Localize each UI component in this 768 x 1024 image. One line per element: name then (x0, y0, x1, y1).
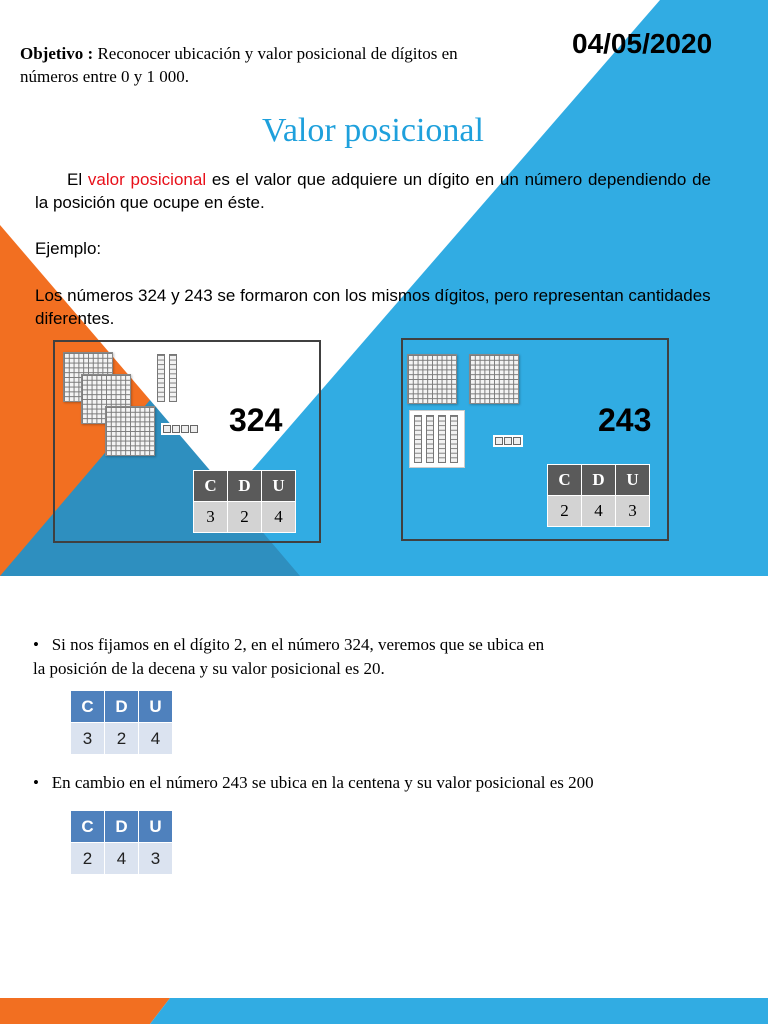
header-d: D (228, 471, 262, 502)
header-d: D (105, 811, 139, 843)
digit-d: 4 (105, 843, 139, 875)
bullet-mark: • (33, 635, 39, 654)
header-c: C (548, 465, 582, 496)
note-1-continued: la posición de la decena y su valor posicional es 20. (33, 659, 385, 678)
header-u: U (139, 691, 173, 723)
bullet-mark: • (33, 773, 39, 792)
hundred-block (407, 354, 457, 404)
footer-blue (150, 998, 768, 1024)
digit-u: 3 (616, 496, 650, 527)
header-d: D (582, 465, 616, 496)
digit-u: 4 (139, 723, 173, 755)
ten-rod (426, 415, 434, 463)
ten-rod (157, 354, 165, 402)
header-c: C (71, 691, 105, 723)
intro-paragraph (35, 168, 711, 214)
objective-body: Reconocer ubicación y valor posicional de dígitos en números entre 0 y 1 000. (20, 44, 458, 86)
ten-rod (450, 415, 458, 463)
example-text: Los números 324 y 243 se formaron con los mismos dígitos, pero representan cantidades diferentes. (35, 286, 711, 328)
header-u: U (616, 465, 650, 496)
note-2 (33, 771, 594, 795)
place-value-table-243 (70, 810, 173, 875)
header-d: D (105, 691, 139, 723)
ten-rod (438, 415, 446, 463)
unit-cubes (493, 435, 523, 447)
intro-highlight: valor posicional (87, 170, 207, 189)
unit-cubes (161, 423, 200, 435)
place-value-table-324 (70, 690, 173, 755)
example-label: Ejemplo: (35, 239, 102, 258)
objective-separator: : (87, 44, 94, 63)
digit-d: 2 (105, 723, 139, 755)
digit-c: 2 (71, 843, 105, 875)
header-u: U (139, 811, 173, 843)
note-1-text: Si nos fijamos en el dígito 2, en el número 324, veremos que se ubica en (51, 635, 545, 654)
example-number: 324 (229, 402, 283, 438)
digit-c: 3 (71, 723, 105, 755)
place-value-table (547, 464, 650, 527)
digit-c: 2 (548, 496, 582, 527)
intro-prefix: El (67, 170, 83, 189)
digit-u: 4 (262, 502, 296, 533)
hundred-block (105, 406, 155, 456)
slide-title: Valor posicional (262, 112, 484, 149)
intro-rest: es el valor que adquiere un dígito en un número dependiendo de la posición que ocupe en éste. (35, 170, 711, 212)
note-2-text: En cambio en el número 243 se ubica en la centena y su valor posicional es 200 (51, 773, 594, 792)
example-box-324 (53, 340, 321, 543)
hundred-block (469, 354, 519, 404)
objective-text (20, 42, 490, 88)
ten-rods-group (409, 410, 465, 468)
ten-rod (414, 415, 422, 463)
header-c: C (71, 811, 105, 843)
header-u: U (262, 471, 296, 502)
footer-orange (0, 998, 170, 1024)
digit-u: 3 (139, 843, 173, 875)
objective-label: Objetivo (20, 44, 84, 63)
header-c: C (194, 471, 228, 502)
ten-rod (169, 354, 177, 402)
digit-d: 4 (582, 496, 616, 527)
example-number: 243 (598, 402, 652, 438)
digit-c: 3 (194, 502, 228, 533)
footer-band (0, 998, 768, 1024)
example-box-243 (401, 338, 669, 541)
digit-d: 2 (228, 502, 262, 533)
place-value-table (193, 470, 296, 533)
note-1 (33, 633, 544, 657)
date-label: 04/05/2020 (572, 28, 713, 59)
